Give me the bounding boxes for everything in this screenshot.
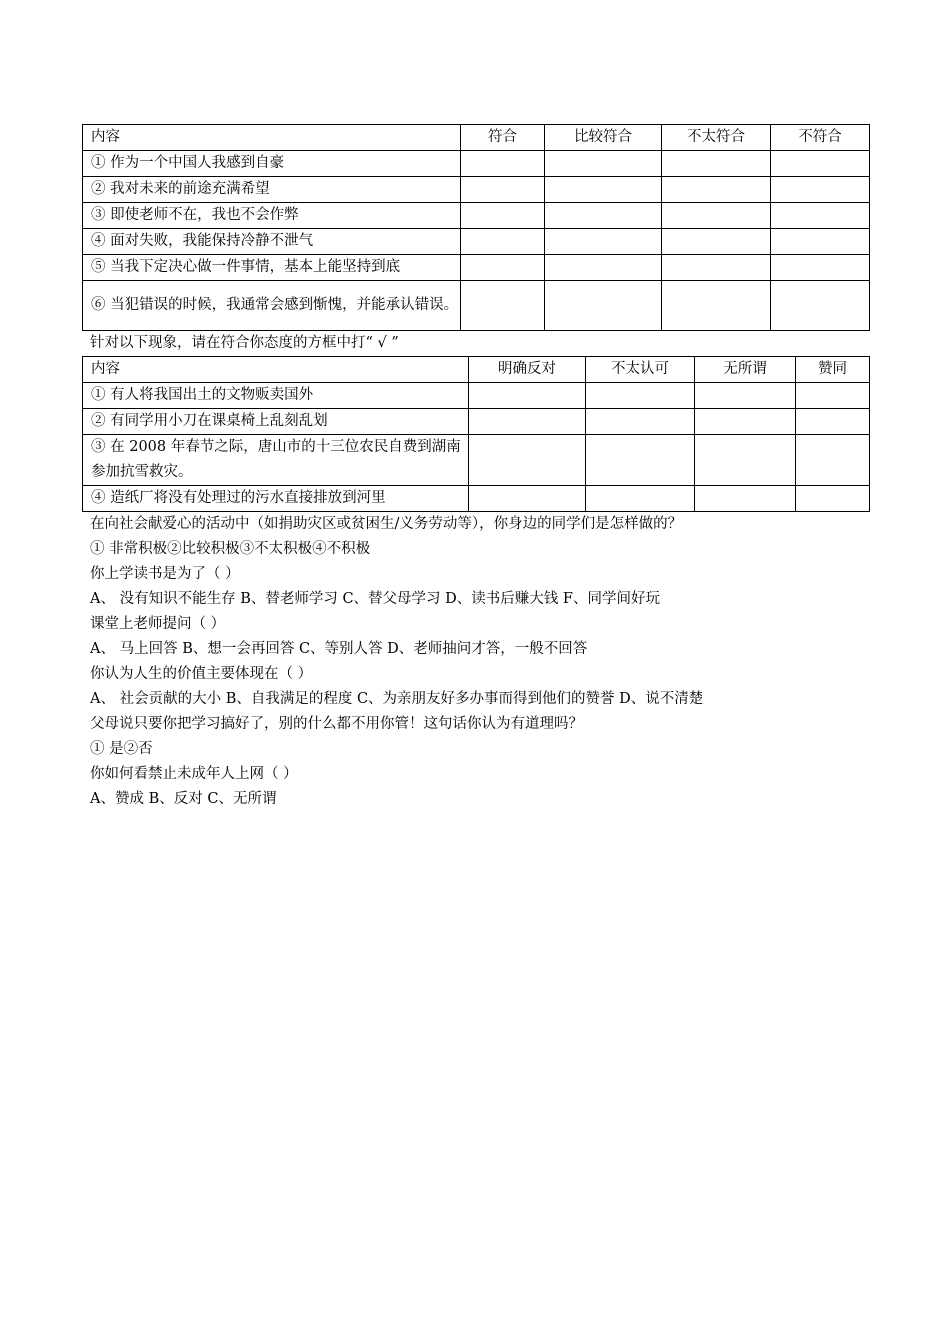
- table-row: [83, 383, 870, 409]
- question-text: 父母说只要你把学习搞好了，别的什么都不用你管！这句话你认为有道理吗？: [90, 716, 583, 732]
- checkbox-cell[interactable]: [545, 255, 662, 281]
- table-header-row: [83, 357, 870, 383]
- row-statement: ⑥ 当犯错误的时候，我通常会感到惭愧，并能承认错误。: [83, 281, 461, 331]
- answer-options: A、 没有知识不能生存 B、替老师学习 C、替父母学习 D、读书后赚大钱 F、同学间好玩: [90, 591, 660, 607]
- checkbox-cell[interactable]: [695, 486, 796, 512]
- header-cell-mostly-disagree: 不太符合: [662, 125, 771, 151]
- question-text: 课堂上老师提问（ ）: [90, 616, 226, 632]
- checkbox-cell[interactable]: [461, 177, 545, 203]
- table-row: [83, 409, 870, 435]
- checkbox-cell[interactable]: [771, 177, 870, 203]
- checkbox-cell[interactable]: [461, 229, 545, 255]
- checkbox-cell[interactable]: [586, 409, 695, 435]
- row-statement: ② 我对未来的前途充满希望: [83, 177, 461, 203]
- table-row: [83, 281, 870, 331]
- header-cell-content: 内容: [83, 125, 461, 151]
- row-statement: ② 有同学用小刀在课桌椅上乱刻乱划: [83, 409, 469, 435]
- table-row: [83, 486, 870, 512]
- checkbox-cell[interactable]: [545, 229, 662, 255]
- row-statement: ④ 面对失败，我能保持冷静不泄气: [83, 229, 461, 255]
- checkbox-cell[interactable]: [695, 435, 796, 486]
- header-cell-oppose: 明确反对: [469, 357, 586, 383]
- checkbox-cell[interactable]: [796, 383, 870, 409]
- row-statement: ③ 即使老师不在，我也不会作弊: [83, 203, 461, 229]
- checkbox-cell[interactable]: [662, 281, 771, 331]
- question-text: 你如何看禁止未成年人上网（ ）: [90, 766, 298, 782]
- checkbox-cell[interactable]: [695, 383, 796, 409]
- checkbox-cell[interactable]: [771, 255, 870, 281]
- checkbox-cell[interactable]: [469, 486, 586, 512]
- checkbox-cell[interactable]: [545, 177, 662, 203]
- checkbox-cell[interactable]: [662, 255, 771, 281]
- checkbox-cell[interactable]: [695, 409, 796, 435]
- question-text: 你认为人生的价值主要体现在（ ）: [90, 666, 313, 682]
- table-row: [83, 435, 870, 486]
- checkbox-cell[interactable]: [461, 281, 545, 331]
- header-cell-approve: 赞同: [796, 357, 870, 383]
- instruction-text: 针对以下现象，请在符合你态度的方框中打“ √ ”: [90, 335, 399, 351]
- row-statement: ③ 在 2008 年春节之际，唐山市的十三位农民自费到湖南参加抗雪救灾。: [83, 435, 469, 486]
- checkbox-cell[interactable]: [586, 383, 695, 409]
- table-row: [83, 151, 870, 177]
- checkbox-cell[interactable]: [771, 151, 870, 177]
- checkbox-cell[interactable]: [771, 203, 870, 229]
- answer-options: A、 马上回答 B、想一会再回答 C、等别人答 D、老师抽问才答，一般不回答: [90, 641, 588, 657]
- header-cell-mostly-agree: 比较符合: [545, 125, 662, 151]
- row-statement: ⑤ 当我下定决心做一件事情，基本上能坚持到底: [83, 255, 461, 281]
- header-cell-disagree: 不符合: [771, 125, 870, 151]
- header-cell-agree: 符合: [461, 125, 545, 151]
- row-statement: ④ 造纸厂将没有处理过的污水直接排放到河里: [83, 486, 469, 512]
- question-text: 在向社会献爱心的活动中（如捐助灾区或贫困生/义务劳动等），你身边的同学们是怎样做的？: [90, 516, 683, 532]
- checkbox-cell[interactable]: [545, 151, 662, 177]
- checkbox-cell[interactable]: [796, 486, 870, 512]
- answer-options: ① 是②否: [90, 741, 153, 757]
- checkbox-cell[interactable]: [469, 435, 586, 486]
- checkbox-cell[interactable]: [796, 435, 870, 486]
- checkbox-cell[interactable]: [545, 203, 662, 229]
- checkbox-cell[interactable]: [771, 229, 870, 255]
- checkbox-cell[interactable]: [662, 203, 771, 229]
- header-cell-indifferent: 无所谓: [695, 357, 796, 383]
- checkbox-cell[interactable]: [586, 435, 695, 486]
- attitude-table-phenomena: [82, 356, 870, 512]
- question-text: 你上学读书是为了（ ）: [90, 566, 240, 582]
- table-header-row: [83, 125, 870, 151]
- checkbox-cell[interactable]: [586, 486, 695, 512]
- checkbox-cell[interactable]: [469, 409, 586, 435]
- table-row: [83, 177, 870, 203]
- table-row: [83, 229, 870, 255]
- header-cell-content: 内容: [83, 357, 469, 383]
- row-statement: ① 有人将我国出土的文物贩卖国外: [83, 383, 469, 409]
- checkbox-cell[interactable]: [662, 229, 771, 255]
- checkbox-cell[interactable]: [461, 255, 545, 281]
- checkbox-cell[interactable]: [662, 151, 771, 177]
- header-cell-not-approve: 不太认可: [586, 357, 695, 383]
- checkbox-cell[interactable]: [545, 281, 662, 331]
- answer-options: A、 社会贡献的大小 B、自我满足的程度 C、为亲朋友好多办事而得到他们的赞誉 D、说不清楚: [90, 691, 704, 707]
- attitude-table-self: [82, 124, 870, 331]
- answer-options: A、赞成 B、反对 C、无所谓: [90, 791, 277, 807]
- row-statement: ① 作为一个中国人我感到自豪: [83, 151, 461, 177]
- table-row: [83, 255, 870, 281]
- checkbox-cell[interactable]: [461, 151, 545, 177]
- checkbox-cell[interactable]: [796, 409, 870, 435]
- question-list: [82, 512, 870, 812]
- checkbox-cell[interactable]: [469, 383, 586, 409]
- document-page: [82, 124, 870, 812]
- table-row: [83, 203, 870, 229]
- checkbox-cell[interactable]: [461, 203, 545, 229]
- answer-options: ① 非常积极②比较积极③不太积极④不积极: [90, 541, 371, 557]
- checkbox-cell[interactable]: [771, 281, 870, 331]
- checkbox-cell[interactable]: [662, 177, 771, 203]
